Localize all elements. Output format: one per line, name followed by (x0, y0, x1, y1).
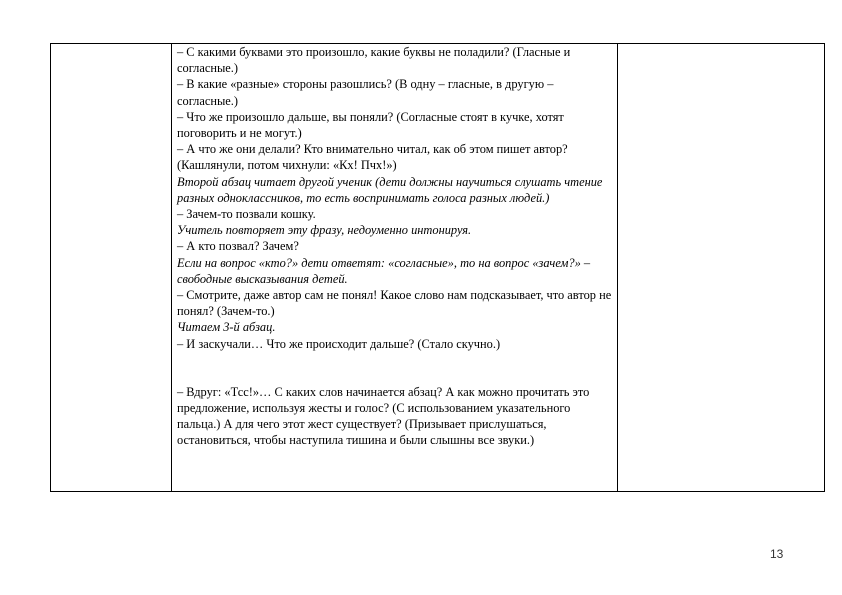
table-column-content (177, 44, 615, 449)
table-column-left (51, 44, 172, 491)
page-number: 13 (770, 547, 784, 561)
paragraph-spacer (177, 352, 615, 384)
lesson-table (50, 43, 825, 492)
dialogue-line: – Зачем-то позвали кошку. (177, 207, 316, 222)
dialogue-line: – А что же они делали? Кто внимательно читал, как об этом пишет автор? (Кашлянули, потом чихнули: «Кх! Пчх!») (177, 142, 568, 173)
dialogue-line: – Вдруг: «Тсс!»… С каких слов начинается абзац? А как можно прочитать это предложение, используя жесты и голос? (С использованием указательного пальца.) А для чего этот жест существует? (Призывает прислушаться, остановиться, чтобы наступила тишина и были слышны все звуки.) (177, 384, 590, 448)
dialogue-line: – Смотрите, даже автор сам не понял! Какое слово нам подсказывает, что автор не понял? (Зачем-то.) (177, 288, 612, 319)
teacher-note: Учитель повторяет эту фразу, недоуменно интонируя. (177, 223, 472, 238)
dialogue-line: – С какими буквами это произошло, какие буквы не поладили? (Гласные и согласные.) (177, 45, 571, 76)
dialogue-line: – В какие «разные» стороны разошлись? (В одну – гласные, в другую – согласные.) (177, 77, 554, 108)
table-column-right (617, 44, 825, 491)
dialogue-line: – Что же произошло дальше, вы поняли? (Согласные стоят в кучке, хотят поговорить и не могут.) (177, 109, 564, 141)
teacher-note: Читаем 3-й абзац. (177, 320, 276, 335)
dialogue-line: – И заскучали… Что же происходит дальше? (Стало скучно.) (177, 336, 501, 351)
dialogue-line: – А кто позвал? Зачем? (177, 239, 299, 254)
teacher-note: Если на вопрос «кто?» дети ответят: «согласные», то на вопрос «зачем?» – свободные высказывания детей. (177, 255, 591, 286)
teacher-note: Второй абзац читает другой ученик (дети должны научиться слушать чтение разных одноклассников, то есть воспринимать голоса разных людей.) (177, 174, 603, 205)
